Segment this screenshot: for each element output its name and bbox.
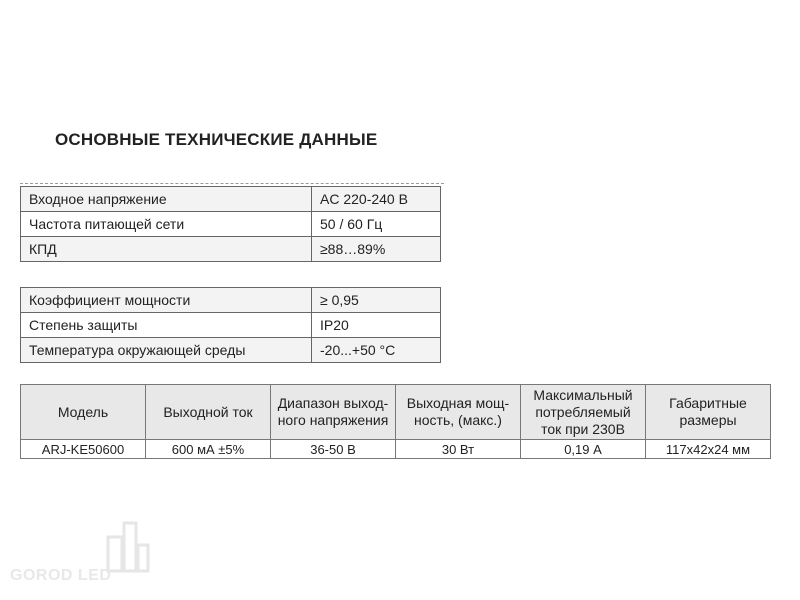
- spec-value: IP20: [312, 313, 441, 338]
- table-row: [21, 440, 771, 459]
- column-header-voltage-range: Диапазон выход-ного напряжения: [271, 385, 396, 440]
- column-header-dimensions: Габаритные размеры: [646, 385, 771, 440]
- spec-value: ≥88…89%: [312, 237, 441, 262]
- table-row: [21, 187, 441, 212]
- spec-label: Входное напряжение: [21, 187, 312, 212]
- spec-table-electrical: [20, 186, 441, 262]
- spec-value: -20...+50 °С: [312, 338, 441, 363]
- cell-model: ARJ-KE50600: [21, 440, 146, 459]
- cell-dimensions: 117x42x24 мм: [646, 440, 771, 459]
- table-header-row: [21, 385, 771, 440]
- table-row: [21, 212, 441, 237]
- spec-label: Степень защиты: [21, 313, 312, 338]
- spec-label: Температура окружающей среды: [21, 338, 312, 363]
- table-row: [21, 288, 441, 313]
- spec-value: AC 220-240 В: [312, 187, 441, 212]
- column-header-output-power: Выходная мощ-ность, (макс.): [396, 385, 521, 440]
- column-header-model: Модель: [21, 385, 146, 440]
- table-row: [21, 338, 441, 363]
- cell-voltage-range: 36-50 В: [271, 440, 396, 459]
- models-table: [20, 384, 771, 459]
- spec-label: Частота питающей сети: [21, 212, 312, 237]
- spec-value: 50 / 60 Гц: [312, 212, 441, 237]
- table-row: [21, 313, 441, 338]
- spec-table-environment: [20, 287, 441, 363]
- column-header-output-current: Выходной ток: [146, 385, 271, 440]
- spec-label: Коэффициент мощности: [21, 288, 312, 313]
- column-header-max-current: Максимальный потребляемый ток при 230В: [521, 385, 646, 440]
- spec-label: КПД: [21, 237, 312, 262]
- watermark-logo: [10, 519, 160, 591]
- table-row: [21, 237, 441, 262]
- spec-value: ≥ 0,95: [312, 288, 441, 313]
- watermark-text: GOROD LED: [10, 567, 112, 584]
- cell-max-current: 0,19 А: [521, 440, 646, 459]
- section-title: ОСНОВНЫЕ ТЕХНИЧЕСКИЕ ДАННЫЕ: [55, 130, 378, 149]
- cell-output-power: 30 Вт: [396, 440, 521, 459]
- cell-output-current: 600 мА ±5%: [146, 440, 271, 459]
